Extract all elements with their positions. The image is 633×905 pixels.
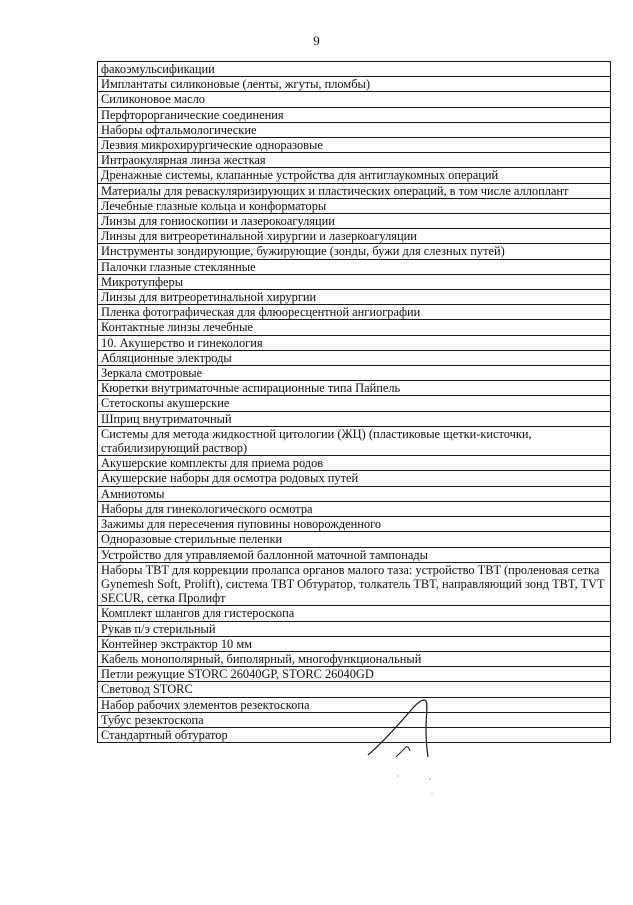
item-cell: Стандартный обтуратор [98, 727, 611, 742]
table-row [98, 138, 611, 153]
table-row [98, 122, 611, 137]
item-cell: факоэмульсификации [98, 62, 611, 77]
table-row [98, 682, 611, 697]
item-cell: Наборы для гинекологического осмотра [98, 501, 611, 516]
table-row [98, 366, 611, 381]
item-cell: Кабель монополярный, биполярный, многофункциональный [98, 651, 611, 666]
item-cell: Лезвия микрохирургические одноразовые [98, 138, 611, 153]
table-row [98, 107, 611, 122]
item-cell: Кюретки внутриматочные аспирационные типа Пайпель [98, 381, 611, 396]
table-row [98, 214, 611, 229]
table-row [98, 621, 611, 636]
item-cell: Комплект шлангов для гистероскопа [98, 606, 611, 621]
item-cell: Перфторорганические соединения [98, 107, 611, 122]
item-cell: Системы для метода жидкостной цитологии (ЖЦ) (пластиковые щетки-кисточки, стабилизирующий раствор) [98, 426, 611, 455]
table-row [98, 381, 611, 396]
table-row [98, 259, 611, 274]
item-cell: Акушерские комплекты для приема родов [98, 456, 611, 471]
item-cell: 10. Акушерство и гинекология [98, 335, 611, 350]
table-row [98, 229, 611, 244]
item-cell: Зажимы для пересечения пуповины новорожденного [98, 517, 611, 532]
table-row [98, 517, 611, 532]
table-row [98, 153, 611, 168]
item-cell: Микротупферы [98, 274, 611, 289]
item-cell: Линзы для витреоретинальной хирургии и лазеркоагуляции [98, 229, 611, 244]
table-row [98, 727, 611, 742]
table-row [98, 244, 611, 259]
item-cell: Акушерские наборы для осмотра родовых путей [98, 471, 611, 486]
table-row [98, 712, 611, 727]
table-row [98, 697, 611, 712]
table-row [98, 274, 611, 289]
table-row [98, 183, 611, 198]
item-cell: Наборы офтальмологические [98, 122, 611, 137]
table-row [98, 62, 611, 77]
item-cell: Амниотомы [98, 486, 611, 501]
table-row [98, 320, 611, 335]
item-cell: Набор рабочих элементов резектоскопа [98, 697, 611, 712]
table-row [98, 456, 611, 471]
item-cell: Шприц внутриматочный [98, 411, 611, 426]
table-row [98, 636, 611, 651]
item-cell: Рукав п/э стерильный [98, 621, 611, 636]
table-row [98, 77, 611, 92]
item-cell: Зеркала смотровые [98, 366, 611, 381]
table-row [98, 651, 611, 666]
table-row [98, 335, 611, 350]
item-cell: Контейнер экстрактор 10 мм [98, 636, 611, 651]
items-table [97, 61, 611, 743]
table-row [98, 92, 611, 107]
item-cell: Контактные линзы лечебные [98, 320, 611, 335]
item-cell: Линзы для витреоретинальной хирургии [98, 290, 611, 305]
item-cell: Силиконовое масло [98, 92, 611, 107]
items-table-body [98, 62, 611, 743]
table-row [98, 290, 611, 305]
table-row [98, 471, 611, 486]
item-cell: Тубус резектоскопа [98, 712, 611, 727]
table-row [98, 426, 611, 455]
table-row [98, 396, 611, 411]
item-cell: Дренажные системы, клапанные устройства для антиглаукомных операций [98, 168, 611, 183]
table-row [98, 411, 611, 426]
table-row [98, 305, 611, 320]
item-cell: Абляционные электроды [98, 350, 611, 365]
item-cell: Лечебные глазные кольца и конформаторы [98, 198, 611, 213]
item-cell: Наборы TBT для коррекции пролапса органов малого таза: устройство TBT (проленовая сетка Gynemesh Soft, Prolift), система TBT Обтуратор, толкатель TBT, направляющий зонд TBT, TVT SECUR, сетка Пролифт [98, 562, 611, 606]
item-cell: Линзы для гониоскопии и лазерокоагуляции [98, 214, 611, 229]
table-row [98, 562, 611, 606]
item-cell: Интраокулярная линза жесткая [98, 153, 611, 168]
handwritten-signature [360, 695, 450, 757]
item-cell: Световод STORC [98, 682, 611, 697]
table-row [98, 168, 611, 183]
table-row [98, 532, 611, 547]
table-row [98, 606, 611, 621]
item-cell: Материалы для реваскуляризирующих и пластических операций, в том числе аллоплант [98, 183, 611, 198]
scan-specks [380, 770, 440, 800]
item-cell: Имплантаты силиконовые (ленты, жгуты, пломбы) [98, 77, 611, 92]
item-cell: Одноразовые стерильные пеленки [98, 532, 611, 547]
item-cell: Пленка фотографическая для флюоресцентной ангиографии [98, 305, 611, 320]
page-number: 9 [313, 33, 320, 48]
item-cell: Петли режущие STORC 26040GP, STORC 26040GD [98, 667, 611, 682]
table-row [98, 547, 611, 562]
table-row [98, 198, 611, 213]
item-cell: Палочки глазные стеклянные [98, 259, 611, 274]
table-row [98, 501, 611, 516]
table-row [98, 350, 611, 365]
item-cell: Устройство для управляемой баллонной маточной тампонады [98, 547, 611, 562]
table-row [98, 486, 611, 501]
table-row [98, 667, 611, 682]
item-cell: Инструменты зондирующие, бужирующие (зонды, бужи для слезных путей) [98, 244, 611, 259]
item-cell: Стетоскопы акушерские [98, 396, 611, 411]
